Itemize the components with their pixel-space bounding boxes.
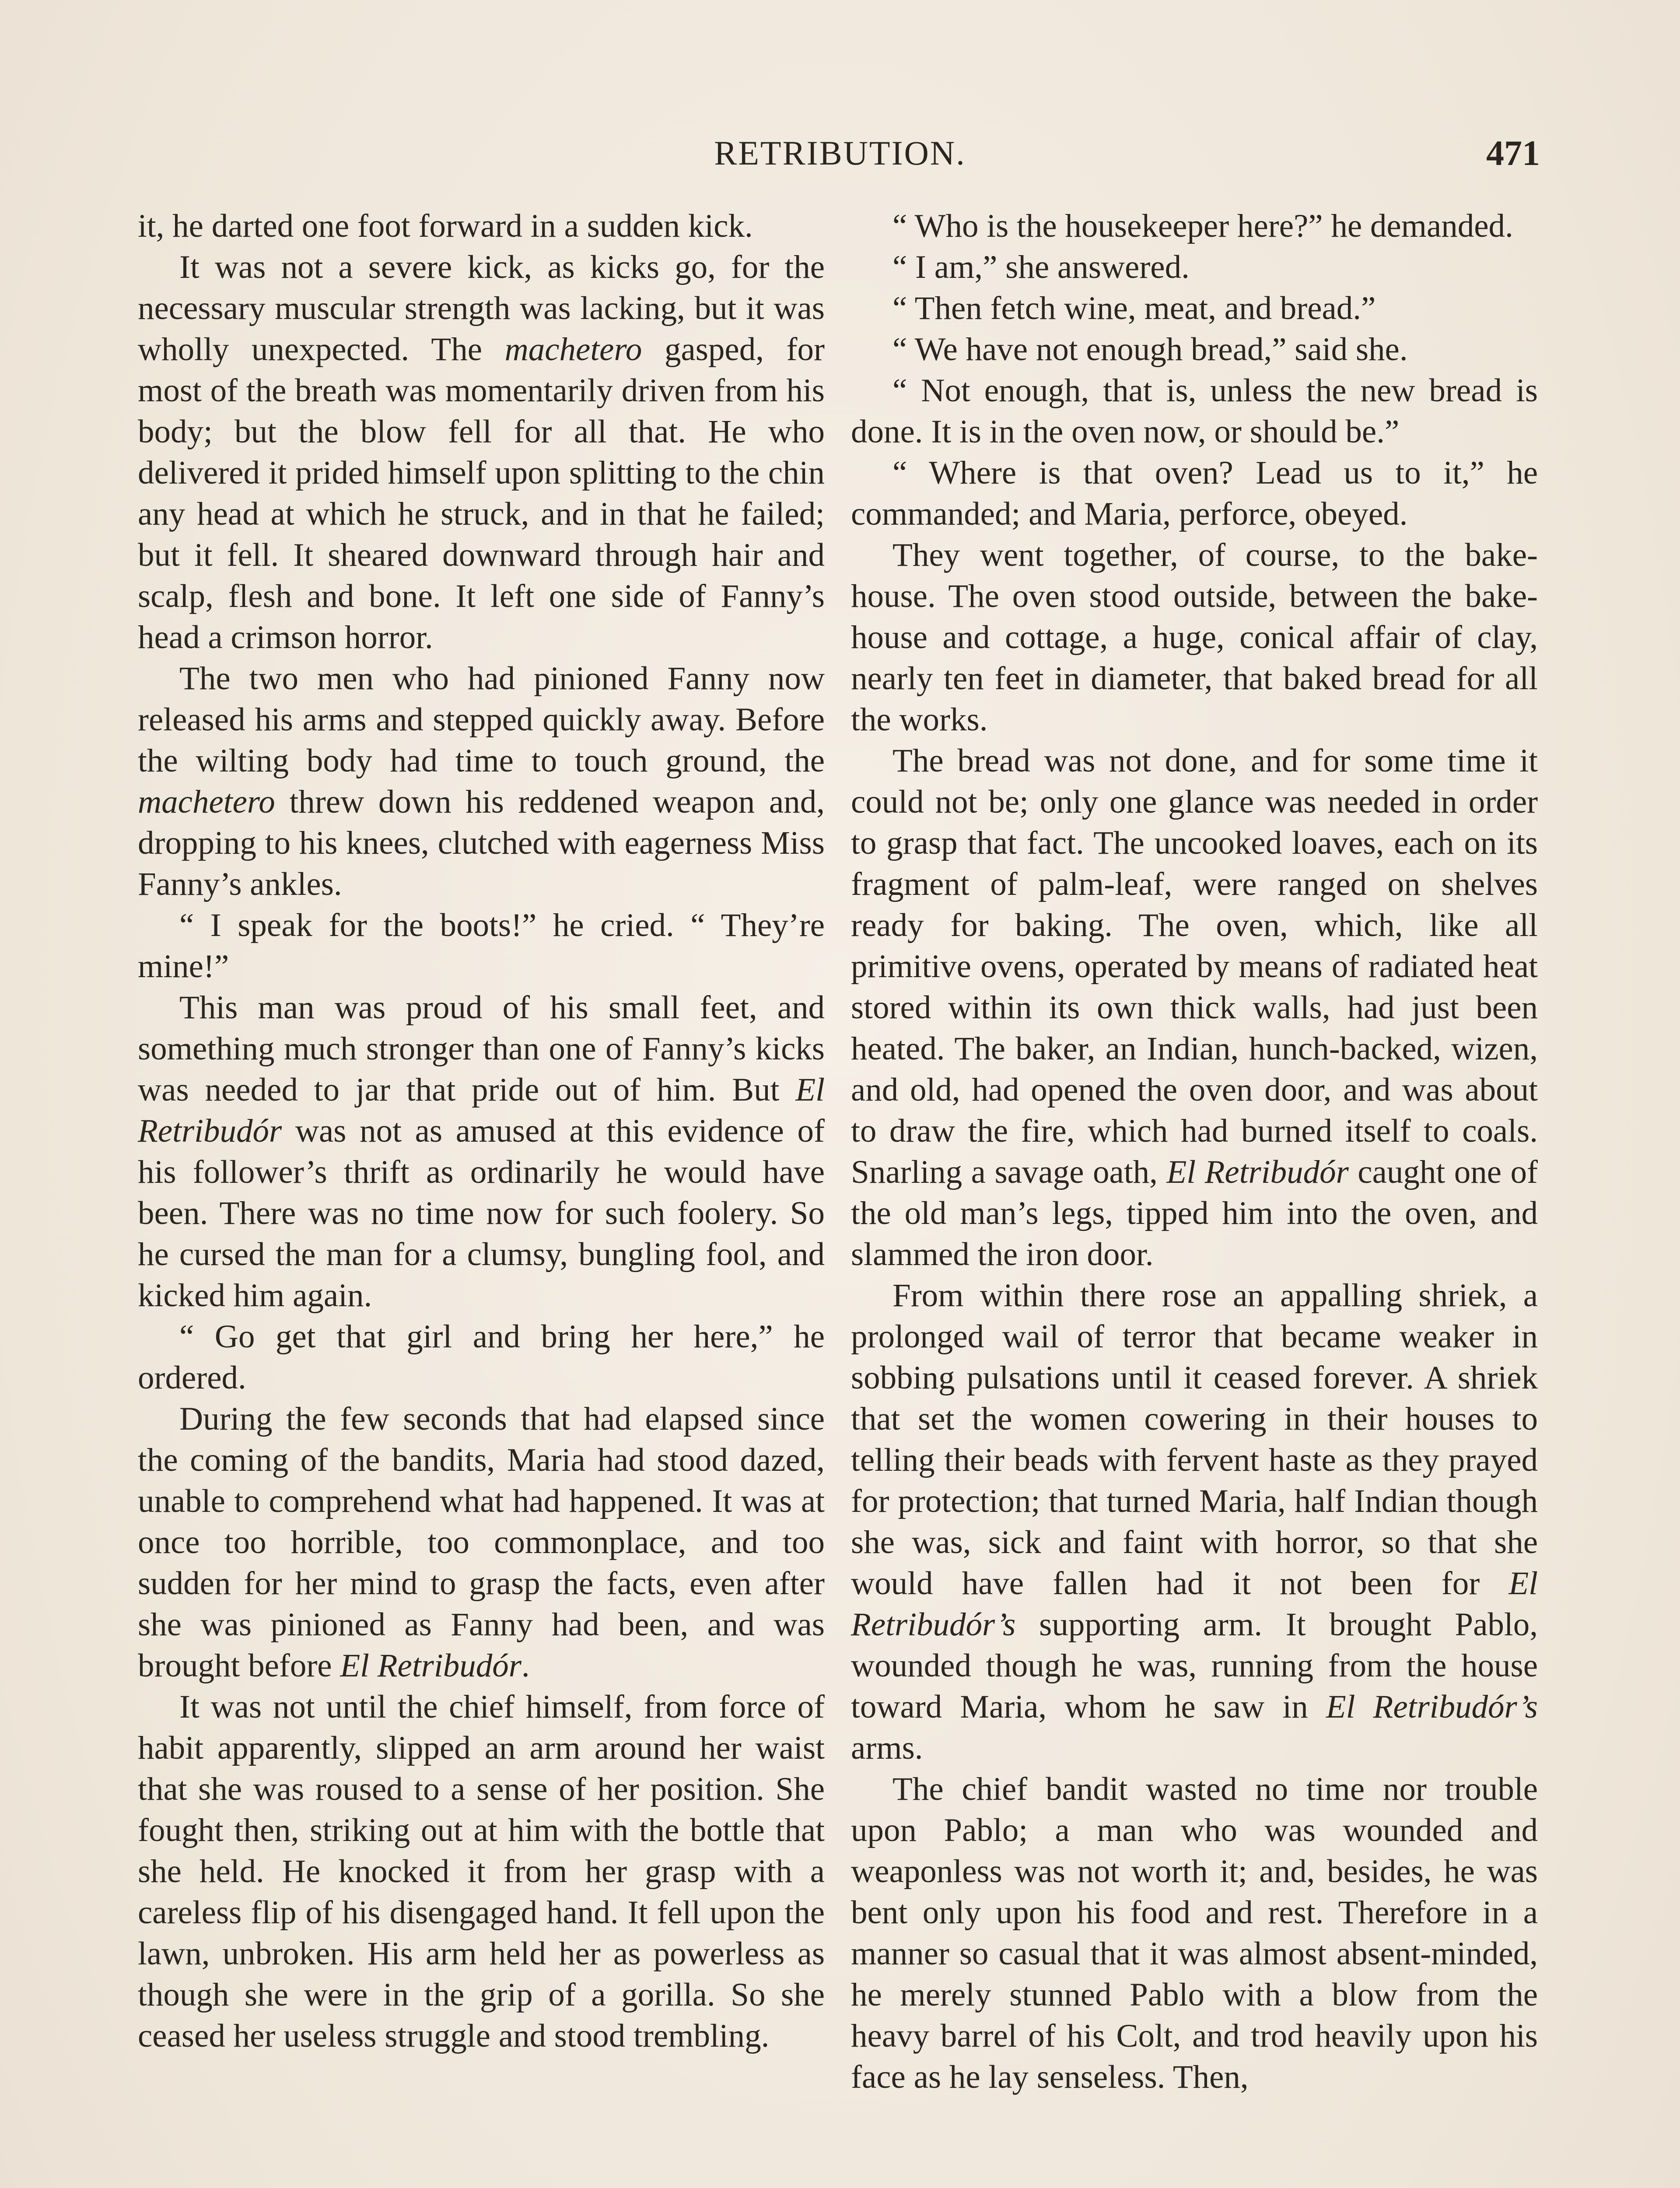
paragraph	[851, 288, 1538, 329]
running-head	[140, 127, 1540, 179]
paragraph-text: supporting arm. It brought Pablo, wounded though he was, running from the house toward Maria, whom he saw in	[851, 1606, 1538, 1725]
paragraph-text: gasped, for most of the breath was momentarily driven from his body; but the blow fell for all that. He who delivered it prided himself upon splitting to the chin any head at which he struck, and in that he failed; but it fell. It sheared downward through hair and scalp, flesh and bone. It left one side of Fanny’s head a crimson horror.	[138, 331, 825, 656]
paragraph	[851, 370, 1538, 452]
paragraph-text: it, he darted one foot forward in a sudden kick.	[138, 208, 753, 244]
italic-text: machetero	[504, 331, 642, 368]
paragraph	[851, 247, 1538, 288]
italic-text: El Retribudór	[1166, 1154, 1349, 1190]
paragraph-text: caught one of the old man’s legs, tipped him into the oven, and slammed the iron door.	[851, 1154, 1538, 1273]
paragraph-text: “ I speak for the boots!” he cried. “ They’re mine!”	[138, 907, 825, 985]
paragraph	[138, 1399, 825, 1687]
paragraph-text: “ Then fetch wine, meat, and bread.”	[892, 290, 1376, 326]
paragraph-text: “ Not enough, that is, unless the new bread is done. It is in the oven now, or should be.”	[851, 372, 1538, 450]
paragraph	[138, 1687, 825, 2057]
paragraph	[138, 905, 825, 987]
paragraph-text: This man was proud of his small feet, and something much stronger than one of Fanny’s kicks was needed to jar that pride out of him. But	[138, 989, 825, 1108]
paragraph	[138, 206, 825, 247]
paragraph-text: arms.	[851, 1730, 923, 1766]
right-column	[851, 206, 1538, 2098]
paragraph-text: was not as amused at this evidence of his follower’s thrift as ordinarily he would have been. There was no time now for such foolery. So he cursed the man for a clumsy, bungling fool, and kicked him again.	[138, 1113, 825, 1314]
italic-text: El Retribudór	[340, 1648, 522, 1684]
paragraph	[138, 658, 825, 905]
paragraph	[851, 535, 1538, 740]
paragraph-text: threw down his reddened weapon and, dropping to his knees, clutched with eagerness Miss Fanny’s ankles.	[138, 784, 825, 902]
paragraph-text: “ We have not enough bread,” said she.	[892, 331, 1408, 368]
italic-text: El Retribudór’s	[1326, 1689, 1538, 1725]
paragraph	[851, 1769, 1538, 2098]
italic-text: El Retribudór	[138, 1072, 825, 1149]
running-title: RETRIBUTION.	[714, 134, 966, 172]
paragraph	[138, 987, 825, 1316]
page-number: 471	[1486, 133, 1540, 173]
paragraph-text: “ Go get that girl and bring her here,” he ordered.	[138, 1318, 825, 1396]
paragraph-text: It was not until the chief himself, from force of habit apparently, slipped an arm around her waist that she was roused to a sense of her position. She fought then, striking out at him with the bottle that she held. He knocked it from her grasp with a careless flip of his disengaged hand. It fell upon the lawn, unbroken. His arm held her as powerless as though she were in the grip of a gorilla. So she ceased her useless struggle and stood trembling.	[138, 1689, 825, 2054]
paragraph	[851, 740, 1538, 1275]
italic-text: machetero	[138, 784, 275, 820]
paragraph-text: The two men who had pinioned Fanny now released his arms and stepped quickly away. Before the wilting body had time to touch ground, the	[138, 660, 825, 779]
paragraph	[851, 452, 1538, 535]
left-column	[138, 206, 825, 2057]
paragraph	[851, 1275, 1538, 1769]
paragraph-text: It was not a severe kick, as kicks go, for the necessary muscular strength was lacking, but it was wholly unexpected. The	[138, 249, 825, 368]
paragraph	[851, 329, 1538, 370]
paragraph-text: “ Who is the housekeeper here?” he demanded.	[892, 208, 1513, 244]
paragraph	[851, 206, 1538, 247]
paragraph	[138, 247, 825, 658]
paragraph-text: .	[521, 1648, 530, 1684]
paragraph	[138, 1316, 825, 1399]
paragraph-text: The bread was not done, and for some time it could not be; only one glance was needed in order to grasp that fact. The uncooked loaves, each on its fragment of palm-leaf, were ranged on shelves ready for baking. The oven, which, like all primitive ovens, operated by means of radiated heat stored within its own thick walls, had just been heated. The baker, an Indian, hunch-backed, wizen, and old, had opened the oven door, and was about to draw the fire, which had burned itself to coals. Snarling a savage oath,	[851, 743, 1538, 1190]
italic-text: El Retribudór’s	[851, 1565, 1538, 1643]
paragraph-text: They went together, of course, to the bake-house. The oven stood outside, between the bake-house and cottage, a huge, conical affair of clay, nearly ten feet in diameter, that baked bread for all the works.	[851, 537, 1538, 738]
paragraph-text: During the few seconds that had elapsed since the coming of the bandits, Maria had stood dazed, unable to comprehend what had happened. It was at once too horrible, too commonplace, and too sudden for her mind to grasp the facts, even after she was pinioned as Fanny had been, and was brought before	[138, 1401, 825, 1684]
paragraph-text: From within there rose an appalling shriek, a prolonged wail of terror that became weaker in sobbing pulsations until it ceased forever. A shriek that set the women cowering in their houses to telling their beads with fervent haste as they prayed for protection; that turned Maria, half Indian though she was, sick and faint with horror, so that she would have fallen had it not been for	[851, 1277, 1538, 1602]
paragraph-text: The chief bandit wasted no time nor trouble upon Pablo; a man who was wounded and weaponless was not worth it; and, besides, he was bent only upon his food and rest. Therefore in a manner so casual that it was almost absent-minded, he merely stunned Pablo with a blow from the heavy barrel of his Colt, and trod heavily upon his face as he lay senseless. Then,	[851, 1771, 1538, 2095]
paragraph-text: “ Where is that oven? Lead us to it,” he commanded; and Maria, perforce, obeyed.	[851, 455, 1538, 532]
paragraph-text: “ I am,” she answered.	[892, 249, 1190, 285]
